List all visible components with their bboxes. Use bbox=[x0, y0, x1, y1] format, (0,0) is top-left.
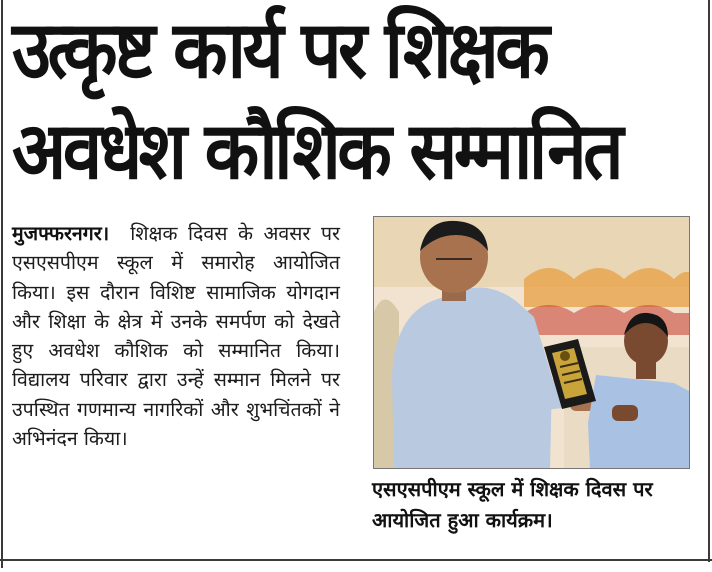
article-body bbox=[12, 219, 340, 453]
left-column-rule bbox=[1, 0, 3, 568]
news-photo bbox=[373, 216, 690, 469]
headline-line-2: अवधेश कौशिक सम्मानित bbox=[12, 105, 621, 197]
headline bbox=[12, 0, 633, 201]
bottom-rule bbox=[0, 559, 712, 561]
award-ceremony-photo bbox=[374, 217, 690, 469]
photo-caption: एसएसपीएम स्कूल में शिक्षक दिवस पर आयोजित हुआ कार्यक्रम। bbox=[372, 477, 653, 532]
article-body-text: शिक्षक दिवस के अवसर पर एसएसपीएम स्कूल में समारोह आयोजित किया। इस दौरान विशिष्ट सामाजिक योगदान और शिक्षा के क्षेत्र में उनके समर्पण को देखते हुए अवधेश कौशिक को सम्मानित किया। विद्यालय परिवार द्वारा उन्हें सम्मान मिलने पर उपस्थित गणमान्य नागरिकों और शुभचिंतकों ने अभिनंदन किया। bbox=[12, 222, 340, 451]
dateline: मुजफ्फरनगर। bbox=[12, 222, 110, 245]
headline-line-1: उत्कृष्ट कार्य पर शिक्षक bbox=[12, 4, 547, 96]
right-column-rule bbox=[708, 0, 710, 562]
